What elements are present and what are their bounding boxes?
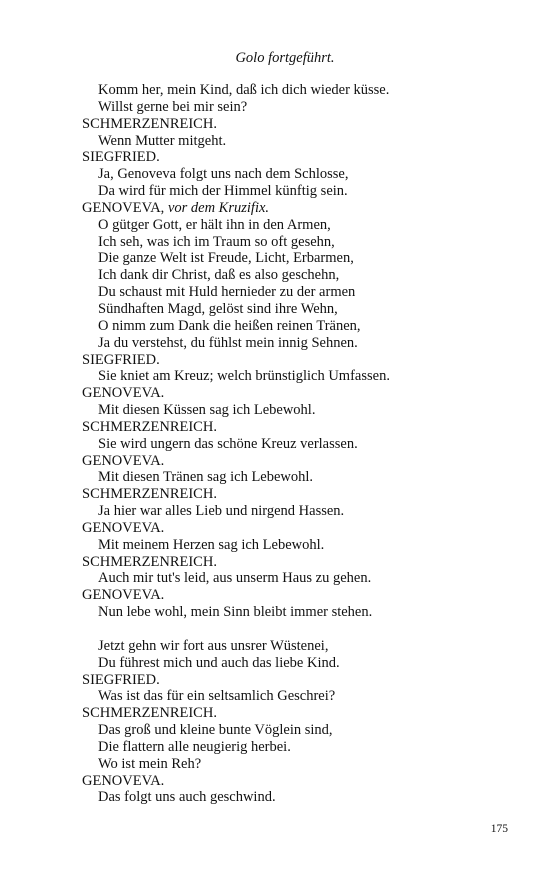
verse-text: Komm her, mein Kind, daß ich dich wieder küsse. [98, 82, 390, 98]
verse-line [82, 638, 522, 655]
speaker-label: GENOVEVA. [82, 452, 165, 469]
verse-line [82, 99, 522, 116]
verse-line [82, 335, 522, 352]
verse-line [82, 318, 522, 335]
verse-text: Das groß und kleine bunte Vöglein sind, [98, 722, 333, 739]
speaker-name [82, 486, 522, 503]
verse-text: Auch mir tut's leid, aus unserm Haus zu gehen. [98, 570, 372, 587]
drama-text [82, 82, 522, 806]
speaker-label: SIEGFRIED. [82, 149, 160, 166]
verse-line [82, 688, 522, 705]
verse-text: Mit diesen Küssen sag ich Lebewohl. [98, 402, 316, 419]
verse-text: Mit diesen Tränen sag ich Lebewohl. [98, 469, 314, 486]
verse-line [82, 234, 522, 251]
speaker-name [82, 116, 522, 133]
speaker-name [82, 352, 522, 369]
verse-line [82, 183, 522, 200]
verse-line [82, 402, 522, 419]
verse-line [82, 503, 522, 520]
verse-line [82, 739, 522, 756]
verse-line [82, 166, 522, 183]
speaker-label: SIEGFRIED. [82, 351, 160, 368]
speaker-name [82, 773, 522, 790]
verse-line [82, 655, 522, 672]
verse-line [82, 267, 522, 284]
verse-text: Du führest mich und auch das liebe Kind. [98, 654, 340, 671]
verse-line [82, 436, 522, 453]
running-head: Golo fortgeführt. [235, 50, 335, 66]
speaker-name [82, 705, 522, 722]
speaker-name [82, 200, 522, 217]
speaker-label: GENOVEVA. [82, 772, 165, 789]
speaker-label: GENOVEVA. [82, 587, 165, 604]
verse-line [82, 133, 522, 150]
verse-text: Ich dank dir Christ, daß es also geschehn, [98, 267, 340, 284]
speaker-label: SCHMERZENREICH. [82, 418, 217, 435]
speaker-label: SCHMERZENREICH. [82, 553, 217, 570]
verse-line [82, 570, 522, 587]
verse-line [82, 722, 522, 739]
speaker-label: SCHMERZENREICH. [82, 486, 217, 503]
verse-text: Sie wird ungern das schöne Kreuz verlassen. [98, 435, 358, 452]
speaker-name [82, 587, 522, 604]
verse-text: Wenn Mutter mitgeht. [98, 132, 227, 149]
speaker-label: SIEGFRIED. [82, 671, 160, 688]
verse-text: Das folgt uns auch geschwind. [98, 789, 276, 806]
verse-text: Ja hier war alles Lieb und nirgend Hassen. [98, 503, 345, 520]
speaker-name [82, 453, 522, 470]
verse-line [82, 368, 522, 385]
verse-text: Willst gerne bei mir sein? [98, 98, 248, 115]
verse-text: Mit meinem Herzen sag ich Lebewohl. [98, 536, 325, 553]
speaker-label: SCHMERZENREICH. [82, 705, 217, 722]
page-number: 175 [490, 823, 508, 835]
stage-direction: vor dem Kruzifix. [164, 199, 270, 216]
verse-text: Die ganze Welt ist Freude, Licht, Erbarmen, [98, 250, 354, 267]
verse-line [82, 604, 522, 621]
verse-text: Ja, Genoveva folgt uns nach dem Schlosse, [98, 166, 349, 183]
speaker-name [82, 554, 522, 571]
verse-text: Nun lebe wohl, mein Sinn bleibt immer stehen. [98, 604, 373, 621]
speaker-label: SCHMERZENREICH. [82, 115, 217, 132]
verse-text: Da wird für mich der Himmel künftig sein. [98, 183, 348, 200]
verse-text: Was ist das für ein seltsamlich Geschrei? [98, 688, 336, 705]
verse-text: Wo ist mein Reh? [98, 755, 202, 772]
speaker-label: GENOVEVA, [82, 199, 165, 216]
verse-line [82, 789, 522, 806]
stanza-break [82, 621, 522, 638]
speaker-name [82, 672, 522, 689]
verse-line [82, 217, 522, 234]
verse-text: Du schaust mit Huld hernieder zu der armen [98, 284, 356, 301]
verse-line [82, 469, 522, 486]
speaker-name [82, 385, 522, 402]
verse-text: Jetzt gehn wir fort aus unsrer Wüstenei, [98, 637, 329, 654]
verse-text: Die flattern alle neugierig herbei. [98, 738, 291, 755]
verse-text: Ja du verstehst, du fühlst mein innig Sehnen. [98, 334, 358, 351]
verse-line [82, 756, 522, 773]
verse-text: O nimm zum Dank die heißen reinen Tränen, [98, 317, 361, 334]
verse-line [82, 250, 522, 267]
speaker-name [82, 520, 522, 537]
speaker-name [82, 149, 522, 166]
verse-line [82, 537, 522, 554]
verse-line [82, 301, 522, 318]
verse-text: Sündhaften Magd, gelöst sind ihre Wehn, [98, 300, 338, 317]
speaker-label: GENOVEVA. [82, 519, 165, 536]
verse-line [82, 284, 522, 301]
verse-text: O gütger Gott, er hält ihn in den Armen, [98, 216, 331, 233]
verse-line [82, 82, 522, 99]
verse-text: Sie kniet am Kreuz; welch brünstiglich Umfassen. [98, 368, 390, 385]
verse-text: Ich seh, was ich im Traum so oft gesehn, [98, 233, 335, 250]
speaker-label: GENOVEVA. [82, 385, 165, 402]
speaker-name [82, 419, 522, 436]
